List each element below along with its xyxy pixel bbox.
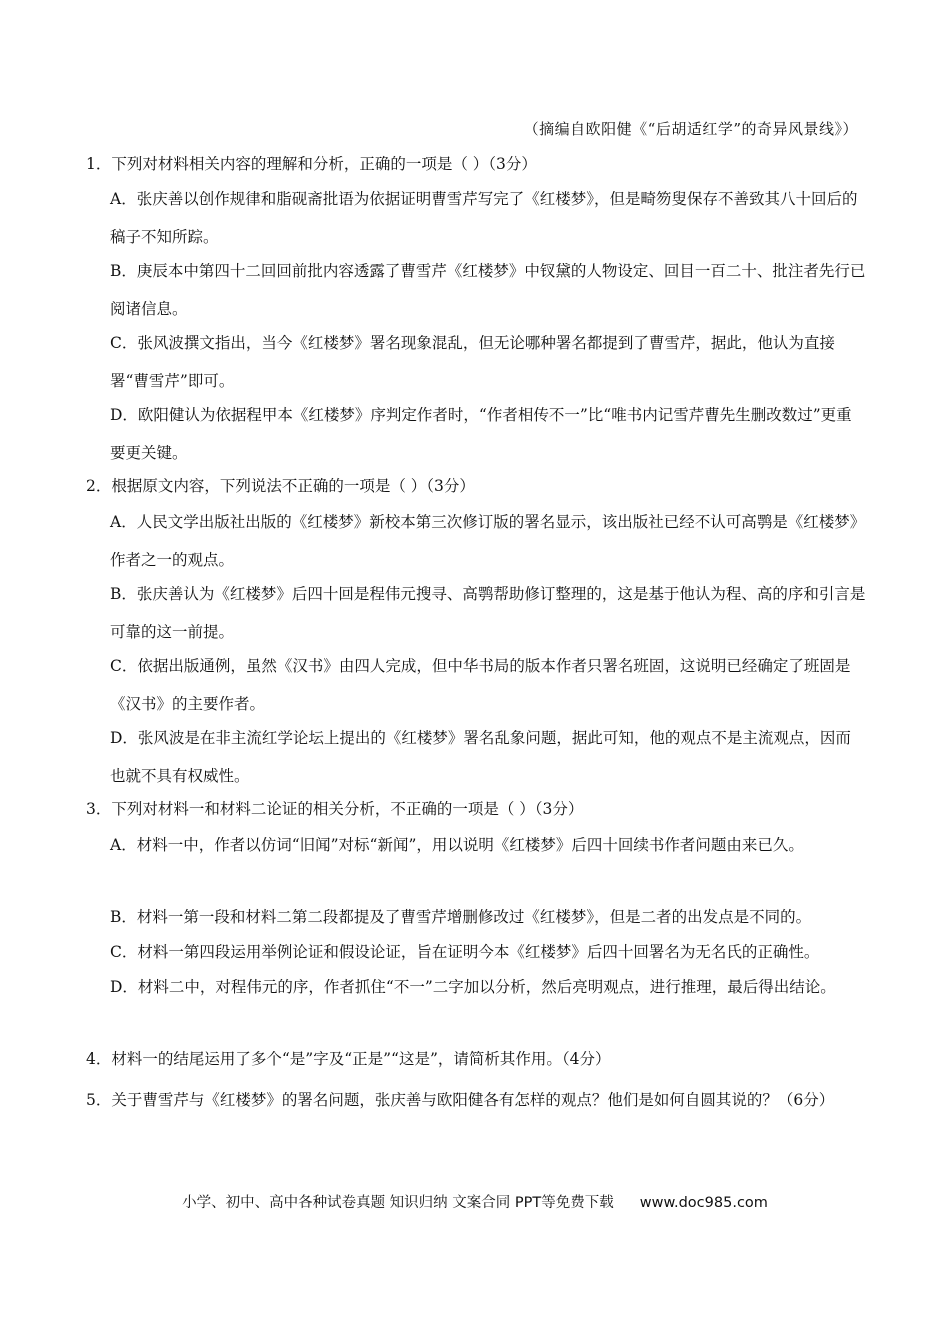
question-3-option-d: D．材料二中，对程伟元的序，作者抓住“不一”二字加以分析，然后亮明观点，进行推理，最后得出结论。 [110, 978, 836, 996]
page-footer [0, 1191, 950, 1212]
question-3-option-c: C．材料一第四段运用举例论证和假设论证，旨在证明今本《红楼梦》后四十回署名为无名氏的正确性。 [110, 943, 820, 961]
question-1-option-a: A．张庆善以创作规律和脂砚斋批语为依据证明曹雪芹写完了《红楼梦》，但是畸笏叟保存不善致其八十回后的稿子不知所踪。 [110, 190, 858, 246]
question-2-option-b: B．张庆善认为《红楼梦》后四十回是程伟元搜寻、高鹗帮助修订整理的，这是基于他认为程、高的序和引言是可靠的这一前提。 [110, 585, 866, 641]
question-3-stem: 3．下列对材料一和材料二论证的相关分析，不正确的一项是（ ）（3分） [86, 800, 584, 818]
question-1-option-b: B．庚辰本中第四十二回回前批内容透露了曹雪芹《红楼梦》中钗黛的人物设定、回目一百二十、批注者先行已阅诸信息。 [110, 262, 866, 318]
footer-url[interactable]: www.doc985.com [639, 1195, 768, 1211]
question-4-stem: 4．材料一的结尾运用了多个“是”字及“正是”“这是”，请简析其作用。（4分） [86, 1050, 611, 1068]
question-1-option-c: C．张风波撰文指出，当今《红楼梦》署名现象混乱，但无论哪种署名都提到了曹雪芹，据此，他认为直接署“曹雪芹”即可。 [110, 334, 835, 390]
source-citation: （摘编自欧阳健《“后胡适红学”的奇异风景线》） [523, 120, 858, 138]
question-2-stem: 2．根据原文内容，下列说法不正确的一项是（ ）（3分） [86, 477, 475, 495]
question-3-option-b: B．材料一第一段和材料二第二段都提及了曹雪芹增删修改过《红楼梦》，但是二者的出发点是不同的。 [110, 908, 812, 926]
question-5-stem: 5．关于曹雪芹与《红楼梦》的署名问题，张庆善与欧阳健各有怎样的观点？他们是如何自圆其说的？（6分） [86, 1091, 835, 1109]
question-1-option-d: D．欧阳健认为依据程甲本《红楼梦》序判定作者时，“作者相传不一”比“唯书内记雪芹曹先生删改数过”更重要更关键。 [110, 406, 852, 462]
question-1-stem: 1．下列对材料相关内容的理解和分析，正确的一项是（ ）（3分） [86, 155, 537, 173]
question-3-option-a: A．材料一中，作者以仿词“旧闻”对标“新闻”，用以说明《红楼梦》后四十回续书作者问题由来已久。 [110, 836, 804, 854]
question-2-option-a: A．人民文学出版社出版的《红楼梦》新校本第三次修订版的署名显示，该出版社已经不认可高鹗是《红楼梦》作者之一的观点。 [110, 513, 866, 569]
footer-text: 小学、初中、高中各种试卷真题 知识归纳 文案合同 PPT等免费下载 [182, 1195, 614, 1211]
question-2-option-c: C．依据出版通例，虽然《汉书》由四人完成，但中华书局的版本作者只署名班固，这说明已经确定了班固是《汉书》的主要作者。 [110, 657, 851, 713]
question-2-option-d: D．张风波是在非主流红学论坛上提出的《红楼梦》署名乱象问题，据此可知，他的观点不是主流观点，因而也就不具有权威性。 [110, 729, 851, 785]
